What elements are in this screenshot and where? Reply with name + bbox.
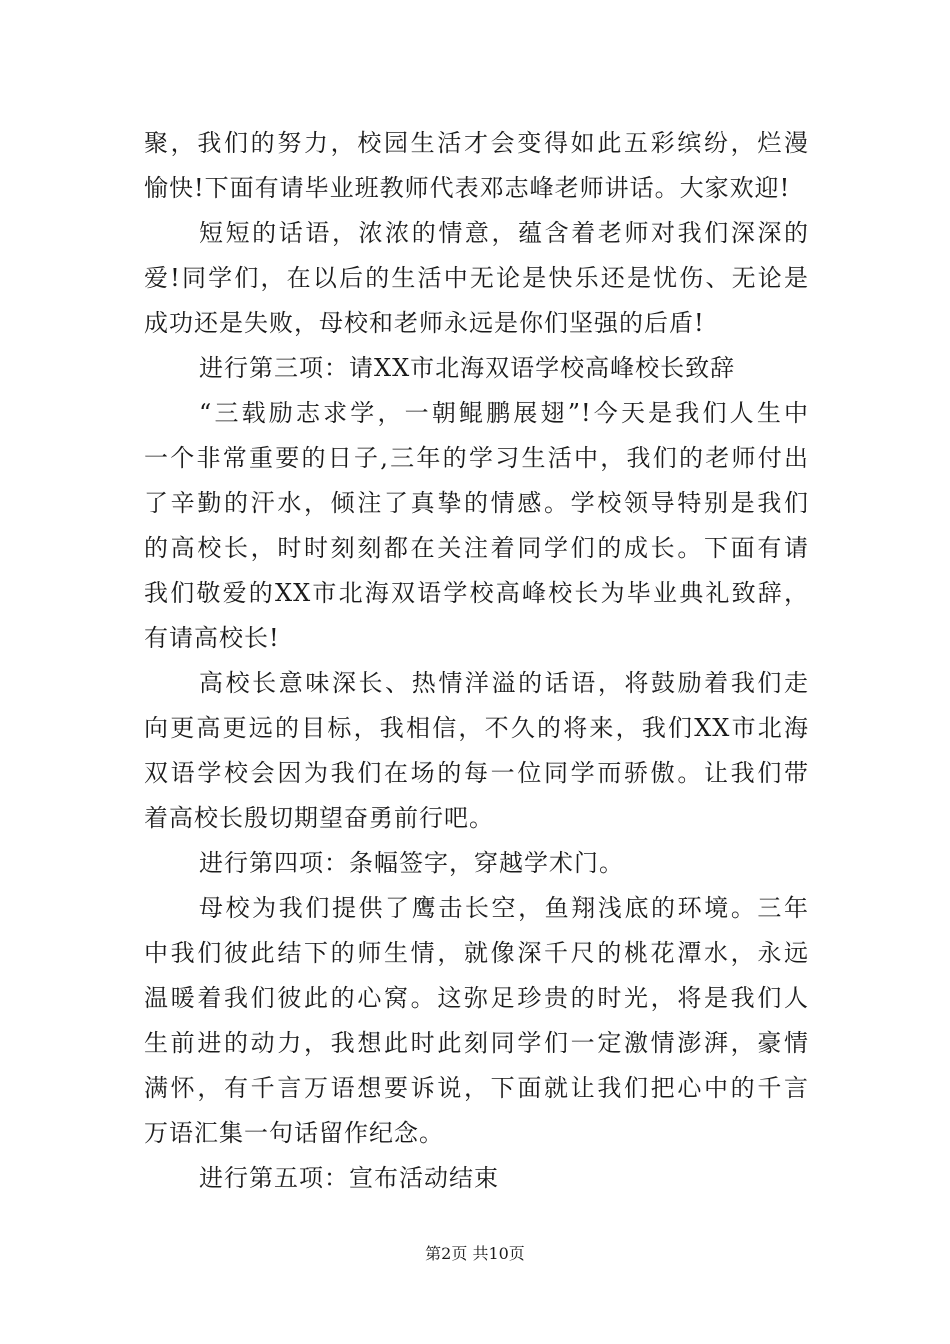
paragraph — [144, 661, 809, 841]
text-line: 中我们彼此结下的师生情，就像深千尺的桃花潭水，永远 — [144, 939, 809, 967]
text-line: 短短的话语，浓浓的情意，蕴含着老师对我们深深的 — [199, 219, 809, 247]
text-line: 成功还是失败，母校和老师永远是你们坚强的后盾! — [144, 309, 705, 337]
text-line: 爱!同学们，在以后的生活中无论是快乐还是忧伤、无论是 — [144, 264, 809, 292]
paragraph — [144, 841, 809, 886]
text-line: “三载励志求学，一朝鲲鹏展翅”!今天是我们人生中 — [199, 399, 809, 427]
text-line: 生前进的动力，我想此时此刻同学们一定激情澎湃，豪情 — [144, 1029, 809, 1057]
paragraph — [144, 391, 809, 661]
text-line: 我们敬爱的XX市北海双语学校高峰校长为毕业典礼致辞， — [144, 579, 809, 607]
text-line: 进行第四项：条幅签字，穿越学术门。 — [199, 849, 624, 877]
text-line: 了辛勤的汗水，倾注了真挚的情感。学校领导特别是我们 — [144, 489, 809, 517]
paragraph — [144, 886, 809, 1156]
text-line: 温暖着我们彼此的心窝。这弥足珍贵的时光，将是我们人 — [144, 984, 809, 1012]
paragraph — [144, 1156, 809, 1201]
page-footer: 第2页 共10页 — [425, 1244, 525, 1263]
text-line: 母校为我们提供了鹰击长空，鱼翔浅底的环境。三年 — [199, 894, 809, 922]
text-line: 有请高校长! — [144, 624, 280, 652]
paragraph — [144, 211, 809, 346]
text-line: 向更高更远的目标，我相信，不久的将来，我们XX市北海 — [144, 714, 809, 742]
text-line: 愉快!下面有请毕业班教师代表邓志峰老师讲话。大家欢迎! — [144, 174, 791, 202]
text-line: 进行第五项：宣布活动结束 — [199, 1164, 499, 1192]
text-line: 的高校长，时时刻刻都在关注着同学们的成长。下面有请 — [144, 534, 809, 562]
text-line: 聚，我们的努力，校园生活才会变得如此五彩缤纷，烂漫 — [144, 129, 809, 157]
text-line: 满怀，有千言万语想要诉说，下面就让我们把心中的千言 — [144, 1074, 809, 1102]
text-line: 进行第三项：请XX市北海双语学校高峰校长致辞 — [199, 354, 736, 382]
text-line: 双语学校会因为我们在场的每一位同学而骄傲。让我们带 — [144, 759, 809, 787]
text-line: 一个非常重要的日子,三年的学习生活中，我们的老师付出 — [144, 444, 809, 472]
text-line: 万语汇集一句话留作纪念。 — [144, 1119, 444, 1147]
paragraph — [144, 346, 809, 391]
document-body — [144, 121, 809, 1201]
paragraph — [144, 121, 809, 211]
text-line: 高校长意味深长、热情洋溢的话语，将鼓励着我们走 — [199, 669, 809, 697]
text-line: 着高校长殷切期望奋勇前行吧。 — [144, 804, 494, 832]
